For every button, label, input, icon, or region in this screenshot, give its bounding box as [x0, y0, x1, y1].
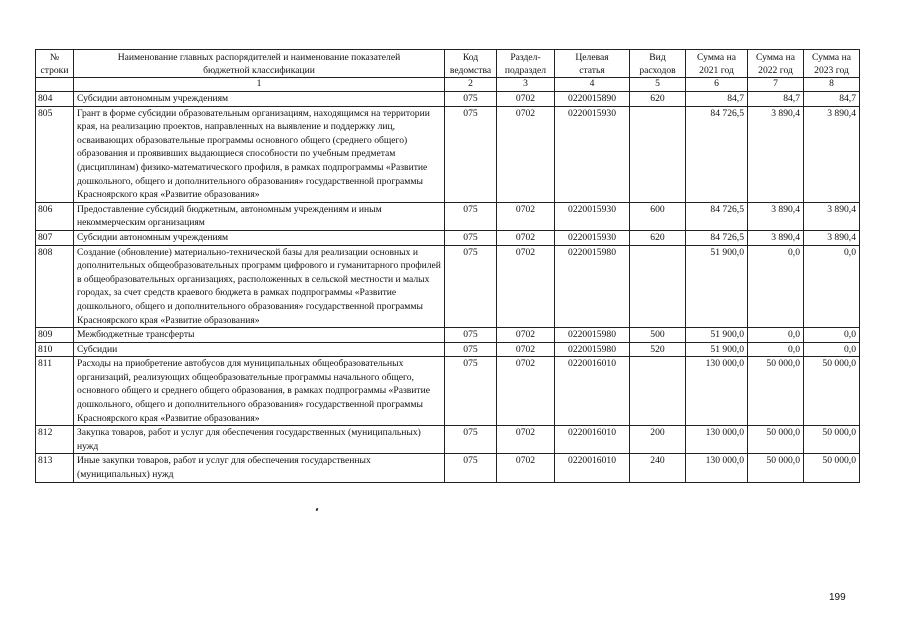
header-name: Наименование главных распорядителей и наименование показателей бюджетной классификации	[74, 50, 445, 78]
expense-type-cell	[630, 245, 686, 328]
section-cell: 0702	[497, 106, 555, 202]
table-row	[36, 92, 860, 107]
header-row-no: № строки	[36, 50, 74, 78]
target-article-cell: 0220015980	[555, 328, 630, 343]
name-cell: Субсидии автономным учреждениям	[74, 230, 445, 245]
expense-type-cell: 240	[630, 454, 686, 482]
row-number-cell: 810	[36, 342, 74, 357]
page-number: 199	[829, 592, 846, 603]
dept-code-cell: 075	[445, 230, 497, 245]
column-number: 1	[74, 78, 445, 92]
row-number-cell: 806	[36, 202, 74, 230]
section-cell: 0702	[497, 328, 555, 343]
sum-2021-cell: 84 726,5	[686, 202, 748, 230]
expense-type-cell	[630, 357, 686, 426]
dept-code-cell: 075	[445, 202, 497, 230]
sum-2023-cell: 0,0	[804, 342, 860, 357]
sum-2021-cell: 84 726,5	[686, 230, 748, 245]
section-cell: 0702	[497, 426, 555, 454]
name-cell: Грант в форме субсидии образовательным организациям, находящимся на территории края, на реализацию проектов, направленных на выявление и поддержку лиц, осваивающих образовательные программы основного общего (среднего общего) образования и проявивших выдающиеся способности по учебным предметам (дисциплинам) физико-математического профиля, в рамках подпрограммы «Развитие дошкольного, общего и дополнительного образования» государственной программы Красноярского края «Развитие образования»	[74, 106, 445, 202]
name-cell: Расходы на приобретение автобусов для муниципальных общеобразовательных организаций, реализующих общеобразовательные программы начального общего, основного общего и среднего общего образования, в рамках подпрограммы «Развитие дошкольного, общего и дополнительного образования» государственной программы Красноярского края «Развитие образования»	[74, 357, 445, 426]
sum-2023-cell: 50 000,0	[804, 454, 860, 482]
name-cell: Предоставление субсидий бюджетным, автономным учреждениям и иным некоммерческим организациям	[74, 202, 445, 230]
target-article-cell: 0220015930	[555, 106, 630, 202]
sum-2021-cell: 130 000,0	[686, 426, 748, 454]
column-number: 5	[630, 78, 686, 92]
expense-type-cell	[630, 106, 686, 202]
table-row	[36, 202, 860, 230]
target-article-cell: 0220016010	[555, 426, 630, 454]
section-cell: 0702	[497, 342, 555, 357]
dept-code-cell: 075	[445, 357, 497, 426]
sum-2023-cell: 50 000,0	[804, 426, 860, 454]
name-cell: Закупка товаров, работ и услуг для обеспечения государственных (муниципальных) нужд	[74, 426, 445, 454]
target-article-cell: 0220015980	[555, 245, 630, 328]
table-row	[36, 357, 860, 426]
sum-2022-cell: 0,0	[748, 342, 804, 357]
column-number: 6	[686, 78, 748, 92]
target-article-cell: 0220015930	[555, 202, 630, 230]
sum-2022-cell: 50 000,0	[748, 357, 804, 426]
header-dept-code: Код ведомства	[445, 50, 497, 78]
sum-2023-cell: 0,0	[804, 245, 860, 328]
sum-2022-cell: 0,0	[748, 328, 804, 343]
sum-2022-cell: 3 890,4	[748, 202, 804, 230]
header-section: Раздел- подраздел	[497, 50, 555, 78]
budget-table	[35, 49, 860, 483]
sum-2022-cell: 3 890,4	[748, 106, 804, 202]
expense-type-cell: 620	[630, 230, 686, 245]
name-cell: Субсидии	[74, 342, 445, 357]
sum-2022-cell: 50 000,0	[748, 426, 804, 454]
budget-sheet	[35, 49, 859, 483]
column-number-row	[36, 78, 860, 92]
row-number-cell: 809	[36, 328, 74, 343]
table-body	[36, 92, 860, 483]
header-sum-2021: Сумма на 2021 год	[686, 50, 748, 78]
sum-2022-cell: 50 000,0	[748, 454, 804, 482]
expense-type-cell: 200	[630, 426, 686, 454]
table-row	[36, 454, 860, 482]
table-row	[36, 106, 860, 202]
sum-2023-cell: 50 000,0	[804, 357, 860, 426]
name-cell: Иные закупки товаров, работ и услуг для обеспечения государственных (муниципальных) нужд	[74, 454, 445, 482]
target-article-cell: 0220015980	[555, 342, 630, 357]
section-cell: 0702	[497, 245, 555, 328]
name-cell: Субсидии автономным учреждениям	[74, 92, 445, 107]
expense-type-cell: 600	[630, 202, 686, 230]
row-number-cell: 805	[36, 106, 74, 202]
expense-type-cell: 500	[630, 328, 686, 343]
section-cell: 0702	[497, 357, 555, 426]
header-sum-2022: Сумма на 2022 год	[748, 50, 804, 78]
row-number-cell: 813	[36, 454, 74, 482]
section-cell: 0702	[497, 92, 555, 107]
dept-code-cell: 075	[445, 92, 497, 107]
sum-2021-cell: 51 900,0	[686, 342, 748, 357]
sum-2023-cell: 3 890,4	[804, 202, 860, 230]
section-cell: 0702	[497, 230, 555, 245]
column-number: 8	[804, 78, 860, 92]
dept-code-cell: 075	[445, 342, 497, 357]
sum-2022-cell: 3 890,4	[748, 230, 804, 245]
sum-2021-cell: 130 000,0	[686, 454, 748, 482]
sum-2021-cell: 51 900,0	[686, 245, 748, 328]
name-cell: Межбюджетные трансферты	[74, 328, 445, 343]
table-row	[36, 342, 860, 357]
sum-2022-cell: 84,7	[748, 92, 804, 107]
header-sum-2023: Сумма на 2023 год	[804, 50, 860, 78]
header-row	[36, 50, 860, 78]
sum-2021-cell: 51 900,0	[686, 328, 748, 343]
sum-2021-cell: 84,7	[686, 92, 748, 107]
table-row	[36, 328, 860, 343]
dept-code-cell: 075	[445, 106, 497, 202]
column-number: 2	[445, 78, 497, 92]
expense-type-cell: 520	[630, 342, 686, 357]
column-number: 7	[748, 78, 804, 92]
target-article-cell: 0220016010	[555, 454, 630, 482]
dept-code-cell: 075	[445, 426, 497, 454]
column-number	[36, 78, 74, 92]
section-cell: 0702	[497, 454, 555, 482]
dept-code-cell: 075	[445, 245, 497, 328]
header-target: Целевая статья	[555, 50, 630, 78]
sum-2023-cell: 0,0	[804, 328, 860, 343]
table-row	[36, 245, 860, 328]
row-number-cell: 804	[36, 92, 74, 107]
sum-2023-cell: 3 890,4	[804, 230, 860, 245]
header-expense-type: Вид расходов	[630, 50, 686, 78]
target-article-cell: 0220016010	[555, 357, 630, 426]
dept-code-cell: 075	[445, 328, 497, 343]
dept-code-cell: 075	[445, 454, 497, 482]
name-cell: Создание (обновление) материально-технической базы для реализации основных и дополнительных общеобразовательных программ цифрового и гуманитарного профилей в общеобразовательных организациях, расположенных в сельской местности и малых городах, за счет средств краевого бюджета в рамках подпрограммы «Развитие дошкольного, общего и дополнительного образования» государственной программы Красноярского края «Развитие образования»	[74, 245, 445, 328]
expense-type-cell: 620	[630, 92, 686, 107]
scan-speck	[315, 508, 318, 512]
sum-2021-cell: 130 000,0	[686, 357, 748, 426]
row-number-cell: 812	[36, 426, 74, 454]
column-number: 3	[497, 78, 555, 92]
row-number-cell: 808	[36, 245, 74, 328]
sum-2023-cell: 84,7	[804, 92, 860, 107]
sum-2021-cell: 84 726,5	[686, 106, 748, 202]
table-row	[36, 426, 860, 454]
sum-2022-cell: 0,0	[748, 245, 804, 328]
column-number: 4	[555, 78, 630, 92]
section-cell: 0702	[497, 202, 555, 230]
table-row	[36, 230, 860, 245]
target-article-cell: 0220015890	[555, 92, 630, 107]
row-number-cell: 811	[36, 357, 74, 426]
target-article-cell: 0220015930	[555, 230, 630, 245]
row-number-cell: 807	[36, 230, 74, 245]
sum-2023-cell: 3 890,4	[804, 106, 860, 202]
